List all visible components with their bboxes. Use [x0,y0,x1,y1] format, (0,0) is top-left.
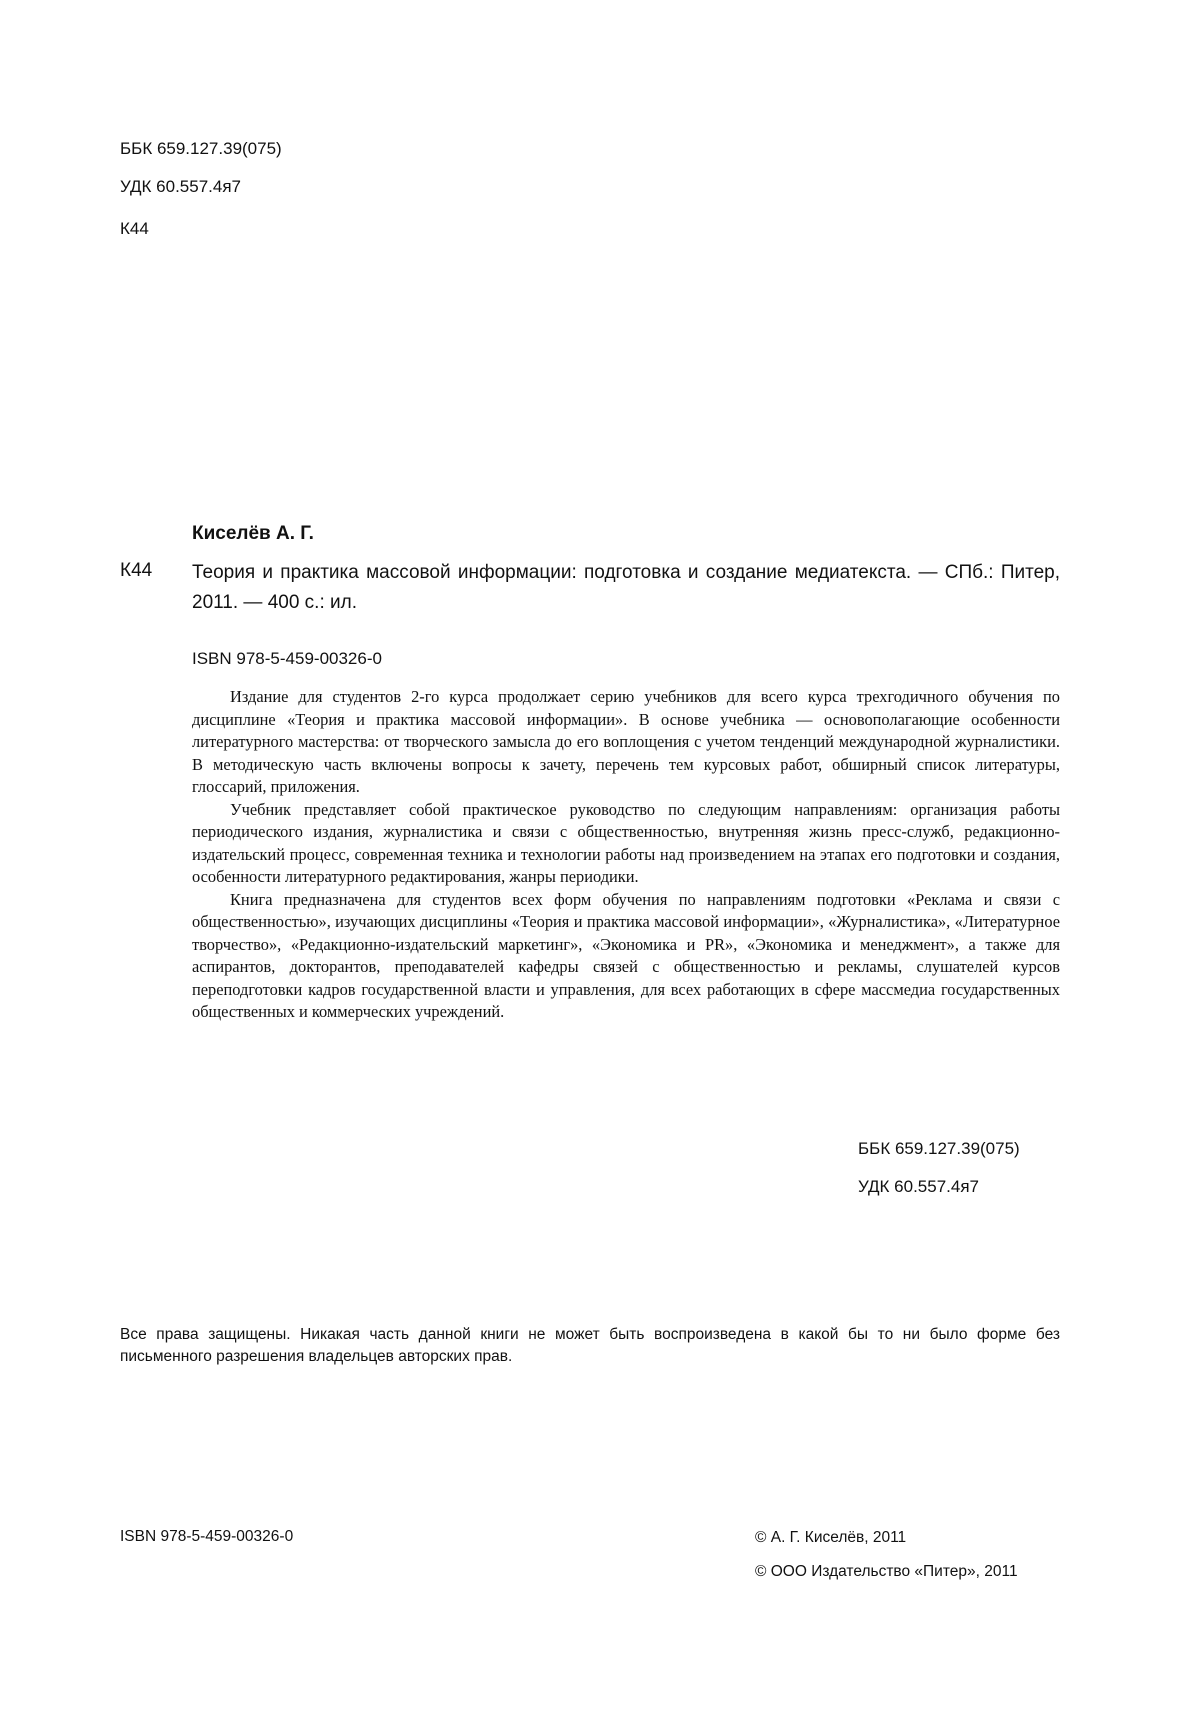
footer-isbn: ISBN 978-5-459-00326-0 [120,1528,294,1545]
author-mark: К44 [120,219,149,238]
footer-bbk-code: ББК 659.127.39(075) [858,1139,1020,1158]
bbk-code: ББК 659.127.39(075) [120,139,282,158]
catalog-author: Киселёв А. Г. [192,523,314,544]
abstract-paragraph: Издание для студентов 2-го курса продолжает серию учебников для всего курса трехгодичного обучения по дисциплине «Теория и практика массовой информации». В основе учебника — основополагающие особенности литературного мастерства: от творческого замысла до его воплощения с учетом тенденций международной журналистики. В методическую часть включены вопросы к зачету, перечень тем курсовых работ, обширный список литературы, глоссарий, приложения. [192,687,1060,796]
catalog-margin-mark: К44 [120,560,153,581]
abstract [192,686,1060,1024]
udk-code: УДК 60.557.4я7 [120,177,242,196]
rights-notice: Все права защищены. Никакая часть данной книги не может быть воспроизведена в какой бы то ни было форме без письменного разрешения владельцев авторских прав. [120,1326,1060,1365]
copyright-block [755,1528,1018,1582]
catalog-title-description: Теория и практика массовой информации: подготовка и создание медиатекста. — СПб.: Питер, 2011. — 400 с.: ил. [192,562,1060,613]
abstract-paragraph: Книга предназначена для студентов всех форм обучения по направлениям подготовки «Реклама и связи с общественностью», изучающих дисциплины «Теория и практика массовой информации», «Журналистика», «Литературное творчество», «Редакционно-издательский маркетинг», «Экономика и PR», «Экономика и менеджмент», а также для аспирантов, докторантов, преподавателей кафедры связей с общественностью и рекламы, слушателей курсов переподготовки кадров государственной власти и управления, для всех работающих в сфере массмедиа государственных общественных и коммерческих учреждений. [192,889,1060,1021]
copyright-author: © А. Г. Киселёв, 2011 [755,1529,907,1546]
footer-udk-code: УДК 60.557.4я7 [858,1177,980,1196]
catalog-isbn: ISBN 978-5-459-00326-0 [192,649,382,668]
copyright-publisher: © ООО Издательство «Питер», 2011 [755,1563,1018,1580]
abstract-paragraph: Учебник представляет собой практическое руководство по следующим направлениям: организация работы периодического издания, журналистика и связи с общественностью, внутренняя жизнь пресс-служб, редакционно-издательский процесс, современная техника и технологии работы над произведением на этапах его подготовки и создания, особенности литературного редактирования, жанры периодики. [192,799,1060,886]
